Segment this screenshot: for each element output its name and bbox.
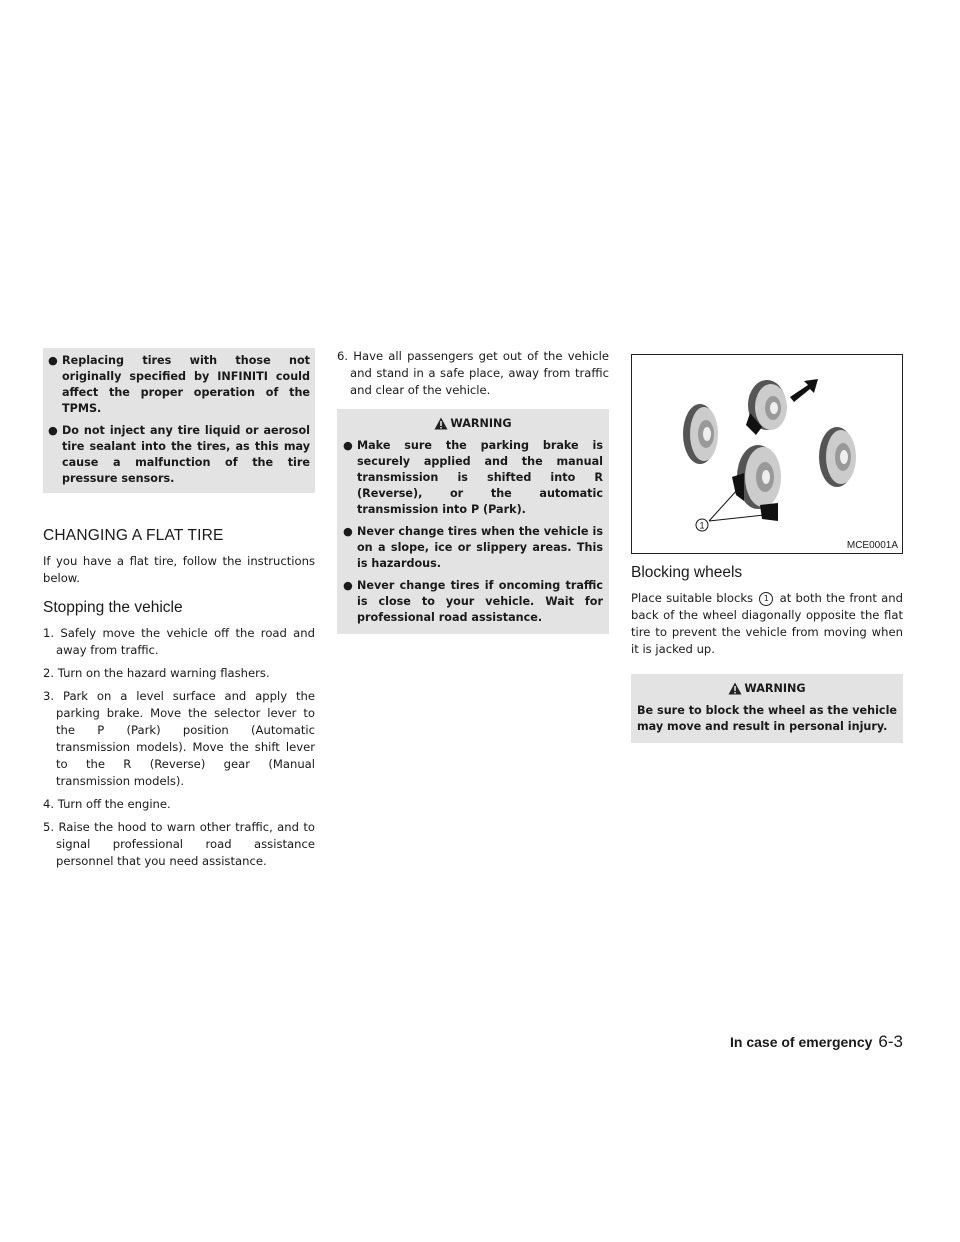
warning-header — [637, 682, 897, 695]
step-item: 5. Raise the hood to warn other traffic, and to signal professional road assistance personnel that you need assistance. — [43, 820, 315, 868]
step-item: 2. Turn on the hazard warning flashers. — [43, 666, 270, 680]
caution-list — [48, 353, 310, 487]
svg-text:1: 1 — [699, 520, 705, 531]
steps-list — [43, 625, 315, 870]
warning-list — [343, 438, 603, 626]
blocking-paragraph: Place suitable blocks 1 at both the front and back of the wheel diagonally opposite the flat tire to prevent the vehicle from moving when it is jacked up. — [631, 591, 903, 656]
tpms-caution-box — [43, 348, 315, 493]
subsection-title: Stopping the vehicle — [43, 599, 183, 616]
step-item: 3. Park on a level surface and apply the parking brake. Move the selector lever to the P (Park) position (Automatic transmission models). Move the shift lever to the R (Reverse) gear (Manual transmission models). — [43, 689, 316, 788]
warning-item: ● Make sure the parking brake is securely applied and the manual transmission is shifted into R (Reverse), or the automatic transmission into P (Park). — [343, 439, 603, 516]
step-item: 1. Safely move the vehicle off the road and away from traffic. — [43, 626, 315, 657]
bullet-icon: ● — [48, 424, 58, 437]
bullet-icon: ● — [343, 439, 353, 452]
warning-item: ● Never change tires if oncoming traffic is close to your vehicle. Wait for professional road assistance. — [343, 579, 603, 624]
warning-label: WARNING — [744, 682, 806, 695]
warning-box — [337, 409, 609, 634]
chapter-title: In case of emergency — [730, 1034, 873, 1050]
warning-box — [631, 674, 903, 743]
step-item: 6. Have all passengers get out of the vehicle and stand in a safe place, away from traffic and clear of the vehicle. — [337, 349, 609, 397]
tire-rear-right-icon — [746, 380, 787, 435]
tire-front-left-blocked-icon — [732, 445, 781, 521]
bullet-icon: ● — [343, 525, 353, 538]
warning-triangle-icon — [434, 417, 448, 430]
tire-front-right-icon — [819, 427, 856, 487]
warning-label: WARNING — [450, 417, 512, 430]
caution-item: ● Replacing tires with those not originally specified by INFINITI could affect the proper operation of the TPMS. — [48, 354, 310, 415]
figure-id: MCE0001A — [846, 540, 898, 551]
warning-item: ● Never change tires when the vehicle is on a slope, ice or slippery areas. This is hazardous. — [343, 525, 603, 570]
warning-triangle-icon — [728, 682, 742, 695]
bullet-icon: ● — [343, 579, 353, 592]
bullet-icon: ● — [48, 354, 58, 367]
page-footer — [631, 1032, 903, 1052]
callout-1-icon — [696, 519, 708, 531]
section-title: CHANGING A FLAT TIRE — [43, 527, 224, 544]
column-left — [43, 348, 315, 876]
warning-text: Be sure to block the wheel as the vehicle may move and result in personal injury. — [637, 704, 897, 733]
column-right — [631, 354, 903, 743]
wheel-blocks-illustration — [631, 354, 903, 554]
section-intro: If you have a flat tire, follow the instructions below. — [43, 554, 315, 585]
warning-header — [343, 417, 603, 430]
step-item: 4. Turn off the engine. — [43, 797, 171, 811]
steps-list-continued — [337, 348, 609, 399]
tires-drawing — [632, 355, 902, 553]
callout-1-marker: 1 — [759, 592, 773, 606]
page-number: 6-3 — [878, 1032, 903, 1051]
arrow-icon — [790, 379, 818, 402]
column-middle — [337, 348, 609, 634]
tire-rear-left-icon — [683, 404, 718, 464]
subsection-title: Blocking wheels — [631, 564, 743, 581]
caution-item: ● Do not inject any tire liquid or aerosol tire sealant into the tires, as this may cause a malfunction of the tire pressure sensors. — [48, 424, 310, 485]
